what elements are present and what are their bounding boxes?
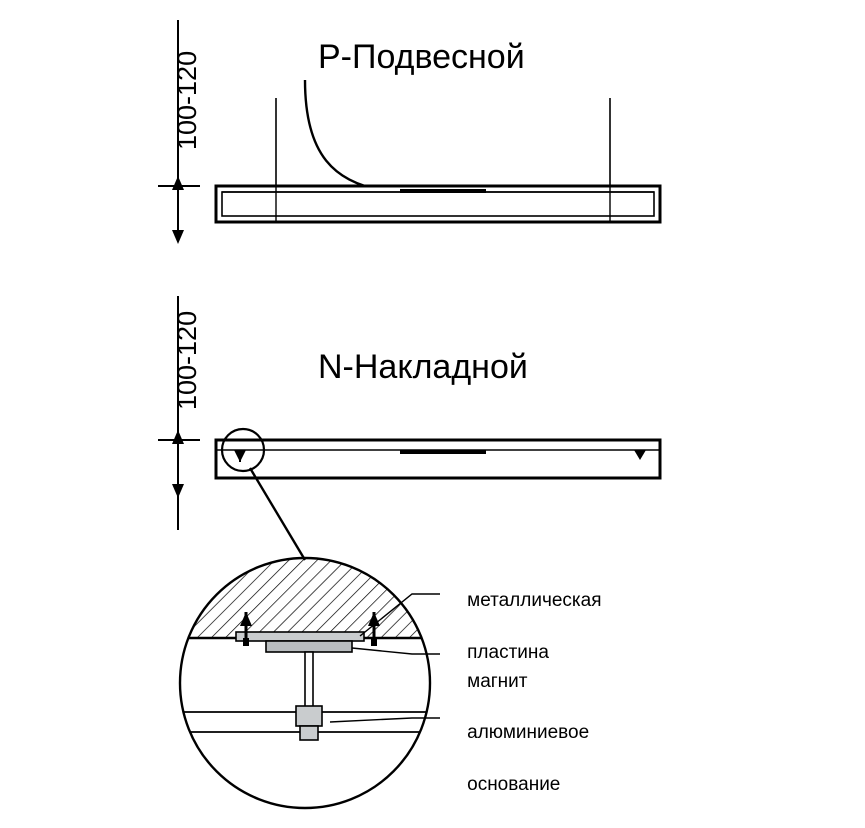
magnet-block	[266, 641, 352, 652]
metal-plate	[236, 632, 364, 641]
dimension-arrow-top-down	[172, 230, 184, 244]
dimension-arrow-bottom-down	[172, 484, 184, 498]
detail-leader-line	[250, 468, 305, 560]
dimension-label-top: 100-120	[172, 50, 202, 150]
ceiling-hatch	[180, 556, 430, 638]
callout-metal-plate-line2: пластина	[467, 642, 549, 663]
pendant-luminaire-inner	[222, 192, 654, 216]
dimension-label-bottom: 100-120	[172, 310, 202, 410]
dimension-arrow-top-up	[172, 176, 184, 190]
callout-metal-plate-line1: металлическая	[467, 590, 602, 611]
callout-aluminium-base-line2: основание	[467, 774, 561, 795]
title-surface: N-Накладной	[318, 348, 528, 386]
callout-magnet-line1: магнит	[467, 671, 528, 692]
aluminium-base-nut	[300, 726, 318, 740]
aluminium-base-block	[296, 706, 322, 726]
surface-luminaire-body	[216, 440, 660, 478]
mounting-stem	[305, 652, 313, 710]
dimension-arrow-bottom-up	[172, 430, 184, 444]
callout-aluminium-base	[446, 694, 589, 824]
callout-aluminium-base-line1: алюминиевое	[467, 722, 590, 743]
leader-line-pendant	[305, 80, 400, 192]
title-pendant: P-Подвесной	[318, 38, 525, 76]
detail-zoom-content	[180, 556, 430, 740]
